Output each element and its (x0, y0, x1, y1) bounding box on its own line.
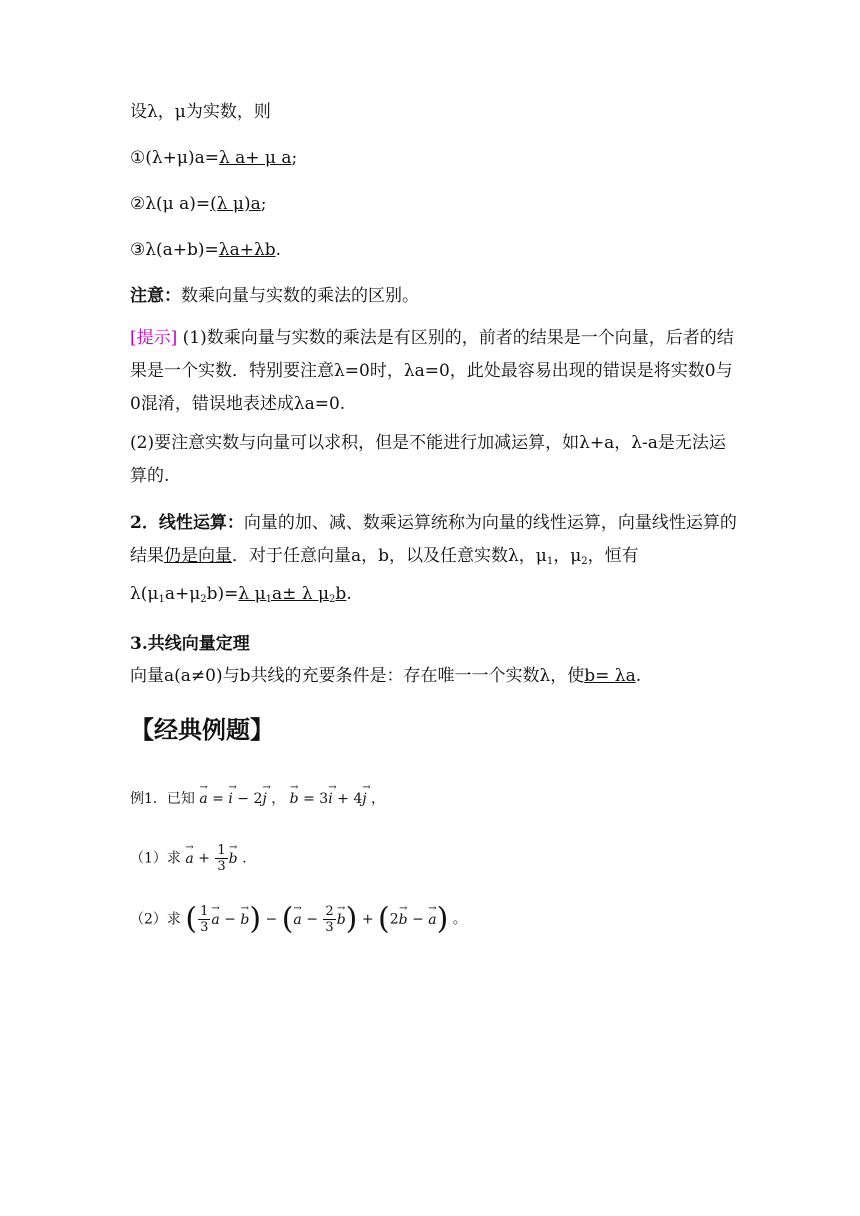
note-text: 数乘向量与实数的乘法的区别。 (181, 286, 419, 306)
example-1-given: 例1．已知 → a = → i − 2→ j ， → b = 3→ i + 4→ j ， (130, 789, 740, 809)
law-2-answer: (λ μ)a (210, 194, 261, 214)
law-3-answer: λa+λb (218, 240, 276, 260)
note-label: 注意： (130, 286, 181, 306)
theorem-title: 3.共线向量定理 (130, 634, 250, 654)
linear-answer-1: 仍是向量 (164, 546, 232, 566)
theorem-answer: b= λa (584, 666, 636, 686)
fraction-one-third: $\frac{1}{3}$ (217, 843, 226, 874)
note-line (130, 284, 740, 308)
fraction-two-thirds: $\frac{2}{3}$ (325, 904, 334, 935)
examples-heading: 【经典例题】 (130, 716, 274, 744)
theorem-text: 向量a(a≠0)与b共线的充要条件是：存在唯一一个实数λ，使b= λa. (130, 666, 642, 686)
hint-p1-text: (1)数乘向量与实数的乘法是有区别的，前者的结果是一个向量，后者的结果是一个实数．特别要注意λ=0时，λa=0，此处最容易出现的错误是将实数0与0混淆，错误地表述成λa=0. (130, 328, 734, 414)
example-1-question-2: （2）求 ( $\frac{1}{3}$ → a − → b) − (→ a − $\frac{2}{3}$ → b) + (2→ b − → a) 。 (130, 904, 740, 935)
hint-paragraph-2: (2)要注意实数与向量可以求积，但是不能进行加减运算，如λ+a，λ-a是无法运算的. (130, 433, 726, 486)
linear-answer-2: λ $\mu_1a\pm \lambda$ $\mu_2b$ (238, 584, 347, 605)
linear-paragraph: 2．线性运算：向量的加、减、数乘运算统称为向量的线性运算，向量线性运算的结果仍是向量．对于任意向量a，b，以及任意实数λ，$\mu_1$，$\mu_2$，恒有$\lambda(\mu_1a+\mu_2b)=\lambda$ $\mu_1a\pm \lambda$ $\mu_2b$. (130, 513, 737, 605)
intro-line: 设λ，μ为实数，则 (130, 102, 271, 122)
linear-label: 2．线性运算： (130, 513, 244, 533)
law-1-answer: λ a+ μ a (218, 148, 292, 168)
hint-tag: [提示] (130, 328, 178, 348)
law-2: ②λ(μ a)=(λ μ)a; (130, 194, 267, 214)
fraction-one-third: $\frac{1}{3}$ (200, 904, 209, 935)
law-3: ③λ(a+b)=λa+λb. (130, 240, 282, 260)
hint-paragraph-1 (130, 322, 740, 421)
example-1-question-1: （1）求 → a + $\frac{1}{3}$ → b . (130, 843, 740, 874)
law-1: ①(λ+μ)a=λ a+ μ a; (130, 148, 298, 168)
document-page (130, 100, 740, 935)
